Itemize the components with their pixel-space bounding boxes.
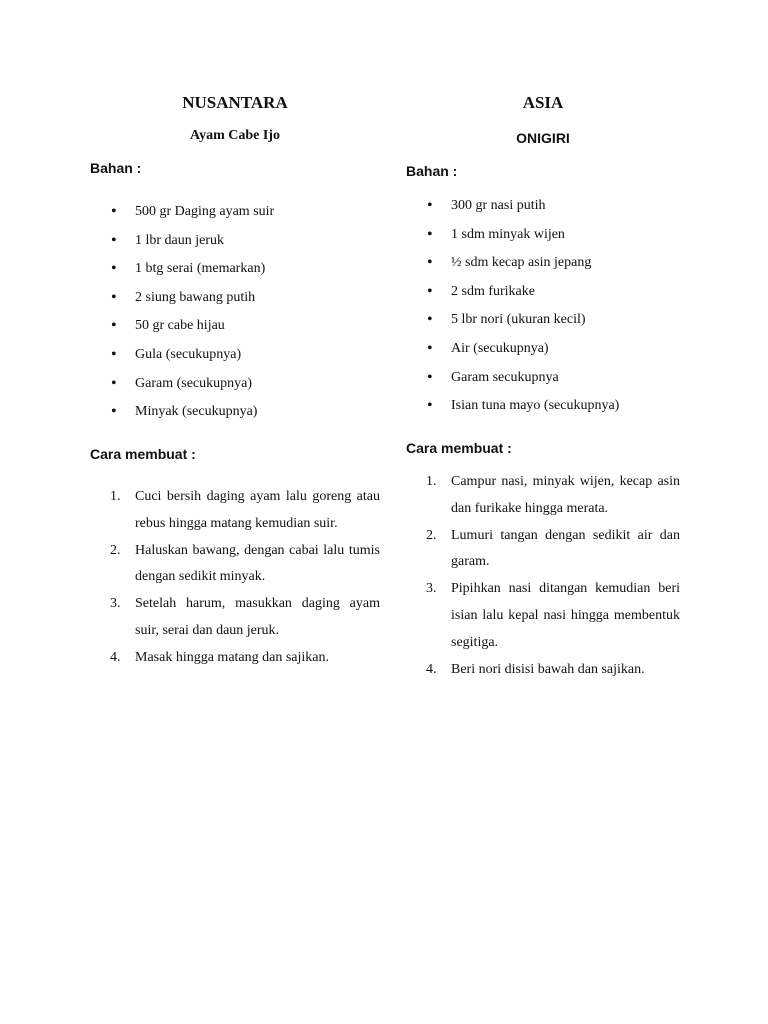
list-item: • 1 sdm minyak wijen bbox=[406, 221, 680, 250]
list-item: • 1 btg serai (memarkan) bbox=[90, 255, 380, 284]
list-item: • 300 gr nasi putih bbox=[406, 192, 680, 221]
step-item bbox=[406, 469, 680, 523]
step-text: Masak hingga matang dan sajikan. bbox=[135, 649, 330, 665]
step-item bbox=[406, 523, 680, 577]
cara-heading: Cara membuat : bbox=[406, 440, 512, 456]
list-item: • 2 sdm furikake bbox=[406, 278, 680, 307]
list-item: • Air (secukupnya) bbox=[406, 335, 680, 364]
step-item bbox=[406, 576, 680, 656]
step-number: 1. bbox=[110, 489, 121, 504]
step-item bbox=[90, 484, 380, 538]
list-item: • 1 lbr daun jeruk bbox=[90, 227, 380, 256]
step-number: 4. bbox=[110, 649, 121, 665]
list-item: • 5 lbr nori (ukuran kecil) bbox=[406, 306, 680, 335]
bahan-heading: Bahan : bbox=[406, 163, 458, 179]
steps-list bbox=[406, 469, 680, 683]
list-item: • Isian tuna mayo (secukupnya) bbox=[406, 392, 680, 421]
recipe-title: Ayam Cabe Ijo bbox=[190, 128, 280, 143]
list-item: • ½ sdm kecap asin jepang bbox=[406, 249, 680, 278]
step-item bbox=[406, 657, 680, 684]
step-text: Pipihkan nasi ditangan kemudian beri isian lalu kepal nasi hingga membentuk segitiga. bbox=[451, 581, 680, 650]
ingredient-list bbox=[90, 198, 380, 427]
bahan-heading: Bahan : bbox=[90, 160, 142, 176]
step-number: 2. bbox=[426, 527, 437, 543]
step-number: 3. bbox=[110, 596, 121, 612]
step-number: 3. bbox=[426, 581, 437, 597]
region-title: NUSANTARA bbox=[182, 93, 288, 112]
step-text: Campur nasi, minyak wijen, kecap asin dan furikake hingga merata. bbox=[451, 474, 680, 516]
ingredient-list bbox=[406, 192, 680, 421]
step-text: Lumuri tangan dengan sedikit air dan garam. bbox=[451, 527, 680, 570]
list-item: • Garam (secukupnya) bbox=[90, 370, 380, 399]
step-number: 4. bbox=[426, 661, 437, 677]
step-number: 1. bbox=[426, 474, 437, 489]
step-text: Setelah harum, masukkan daging ayam suir, serai dan daun jeruk. bbox=[135, 596, 380, 638]
list-item: • 500 gr Daging ayam suir bbox=[90, 198, 380, 227]
step-item bbox=[90, 538, 380, 592]
list-item: • Minyak (secukupnya) bbox=[90, 398, 380, 427]
steps-list bbox=[90, 484, 380, 672]
step-item bbox=[90, 645, 380, 672]
list-item: • 50 gr cabe hijau bbox=[90, 312, 380, 341]
step-text: Haluskan bawang, dengan cabai lalu tumis dengan sedikit minyak. bbox=[135, 542, 380, 585]
list-item: • Gula (secukupnya) bbox=[90, 341, 380, 370]
step-item bbox=[90, 591, 380, 645]
region-title: ASIA bbox=[522, 93, 564, 112]
cara-heading: Cara membuat : bbox=[90, 446, 196, 462]
list-item: • 2 siung bawang putih bbox=[90, 284, 380, 313]
list-item: • Garam secukupnya bbox=[406, 364, 680, 393]
step-text: Beri nori disisi bawah dan sajikan. bbox=[451, 661, 645, 677]
step-number: 2. bbox=[110, 542, 121, 558]
step-text: Cuci bersih daging ayam lalu goreng atau rebus hingga matang kemudian suir. bbox=[135, 489, 380, 531]
recipe-title: ONIGIRI bbox=[516, 130, 570, 146]
